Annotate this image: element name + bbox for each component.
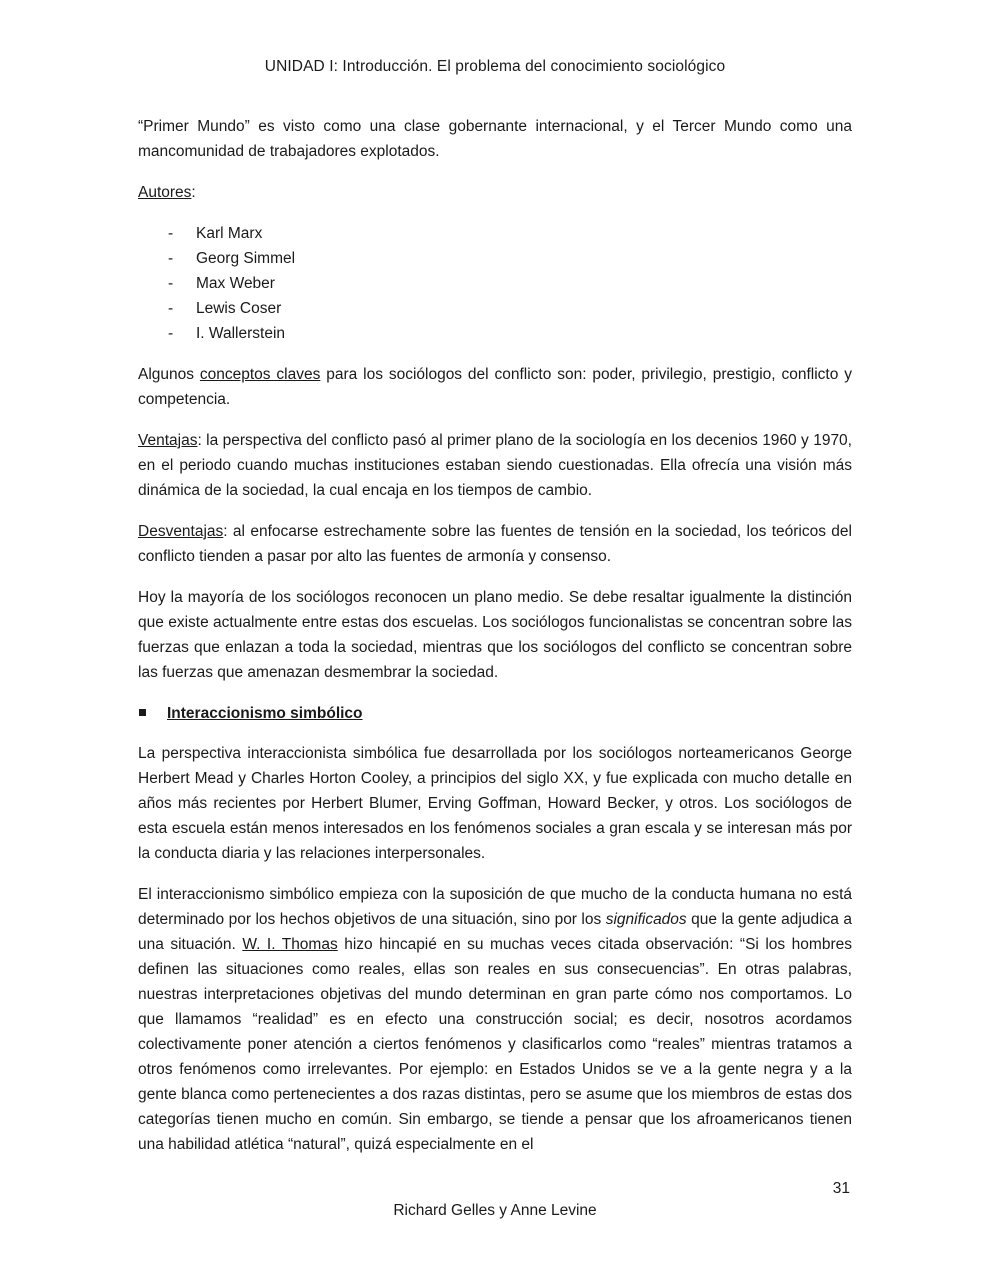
section-title: Interaccionismo simbólico	[167, 705, 363, 722]
section-heading	[138, 701, 852, 726]
dash-marker: -	[168, 275, 174, 292]
paragraph-conceptos	[138, 362, 852, 412]
text-run: que la gente adjudica a una situación.	[138, 911, 852, 953]
paragraph-desventajas	[138, 519, 852, 569]
paragraph-primer-mundo: “Primer Mundo” es visto como una clase gobernante internacional, y el Tercer Mundo como una mancomunidad de trabajadores explotados.	[138, 118, 852, 160]
text-run: hizo hincapié en su muchas veces citada observación: “Si los hombres definen las situaciones como reales, ellas son reales en sus consecuencias”. En otras palabras, nuestras interpretaciones objetivas del mundo determinan en gran parte cómo nos comportamos. Lo que llamamos “realidad” es en efecto una construcción social; es decir, nosotros acordamos colectivamente poner atención a ciertos fenómenos y clasificarlos como “reales” mientras tratamos a otros fenómenos como irrelevantes. Por ejemplo: en Estados Unidos se ve a la gente negra y a la gente blanca como pertenecientes a dos razas distintas, pero se asume que los miembros de estas dos categorías tienen mucho en común. Sin embargo, se tiende a pensar que los afroamericanos tienen una habilidad atlética “natural”, quizá especialmente en el	[138, 936, 852, 1153]
dash-marker: -	[168, 325, 174, 342]
page-header: UNIDAD I: Introducción. El problema del conocimiento sociológico	[264, 58, 726, 75]
authors-label: Autores	[138, 184, 192, 201]
author-name: Lewis Coser	[196, 300, 282, 317]
author-name: I. Wallerstein	[196, 325, 286, 342]
text-run: : la perspectiva del conflicto pasó al primer plano de la sociología en los decenios 1960 y 1970, en el periodo cuando muchas instituciones estaban siendo cuestionadas. Ella ofrecía una visión más dinámica de la sociedad, la cual encaja en los tiempos de cambio.	[138, 432, 852, 499]
paragraph-ventajas	[138, 428, 852, 503]
list-item	[138, 296, 852, 321]
list-item	[138, 271, 852, 296]
page-number: 31	[832, 1180, 850, 1197]
dash-marker: -	[168, 250, 174, 267]
author-name: Max Weber	[196, 275, 275, 292]
text-run: : al enfocarse estrechamente sobre las fuentes de tensión en la sociedad, los teóricos del conflicto tienden a pasar por alto las fuentes de armonía y consenso.	[138, 523, 852, 565]
dash-marker: -	[168, 225, 174, 242]
page-footer: Richard Gelles y Anne Levine	[393, 1202, 597, 1219]
text-run: Algunos	[138, 366, 200, 383]
authors-colon: :	[191, 184, 196, 201]
text-run: El interaccionismo simbólico empieza con la suposición de que mucho de la conducta humana no está determinado por los hechos objetivos de una situación, sino por los	[138, 886, 852, 928]
list-item	[138, 221, 852, 246]
desventajas-label: Desventajas	[138, 523, 224, 540]
conceptos-claves-term: conceptos claves	[199, 366, 321, 383]
paragraph-plano-medio: Hoy la mayoría de los sociólogos reconocen un plano medio. Se debe resaltar igualmente la distinción que existe actualmente entre estas dos escuelas. Los sociólogos funcionalistas se concentran sobre las fuerzas que enlazan a toda la sociedad, mientras que los sociólogos del conflicto se concentran sobre las fuerzas que amenazan desmembrar la sociedad.	[138, 589, 852, 681]
square-bullet-icon	[139, 709, 146, 716]
list-item	[138, 321, 852, 346]
authors-heading	[138, 180, 852, 205]
paragraph-perspectiva: La perspectiva interaccionista simbólica fue desarrollada por los sociólogos norteamericanos George Herbert Mead y Charles Horton Cooley, a principios del siglo XX, y fue explicada con mucho detalle en años más recientes por Herbert Blumer, Erving Goffman, Howard Becker, y otros. Los sociólogos de esta escuela están menos interesados en los fenómenos sociales a gran escala y se interesan más por la conducta diaria y las relaciones interpersonales.	[138, 745, 852, 862]
authors-list	[138, 221, 852, 346]
text-run: para los sociólogos del conflicto son: poder, privilegio, prestigio, conflicto y competencia.	[138, 366, 852, 408]
page-content	[138, 114, 852, 1173]
significados-term: significados	[605, 911, 687, 928]
paragraph-interaccionismo	[138, 882, 852, 1157]
dash-marker: -	[168, 300, 174, 317]
author-name: Karl Marx	[196, 225, 263, 242]
list-item	[138, 246, 852, 271]
ventajas-label: Ventajas	[138, 432, 198, 449]
author-name: Georg Simmel	[196, 250, 296, 267]
thomas-reference: W. I. Thomas	[242, 936, 338, 953]
